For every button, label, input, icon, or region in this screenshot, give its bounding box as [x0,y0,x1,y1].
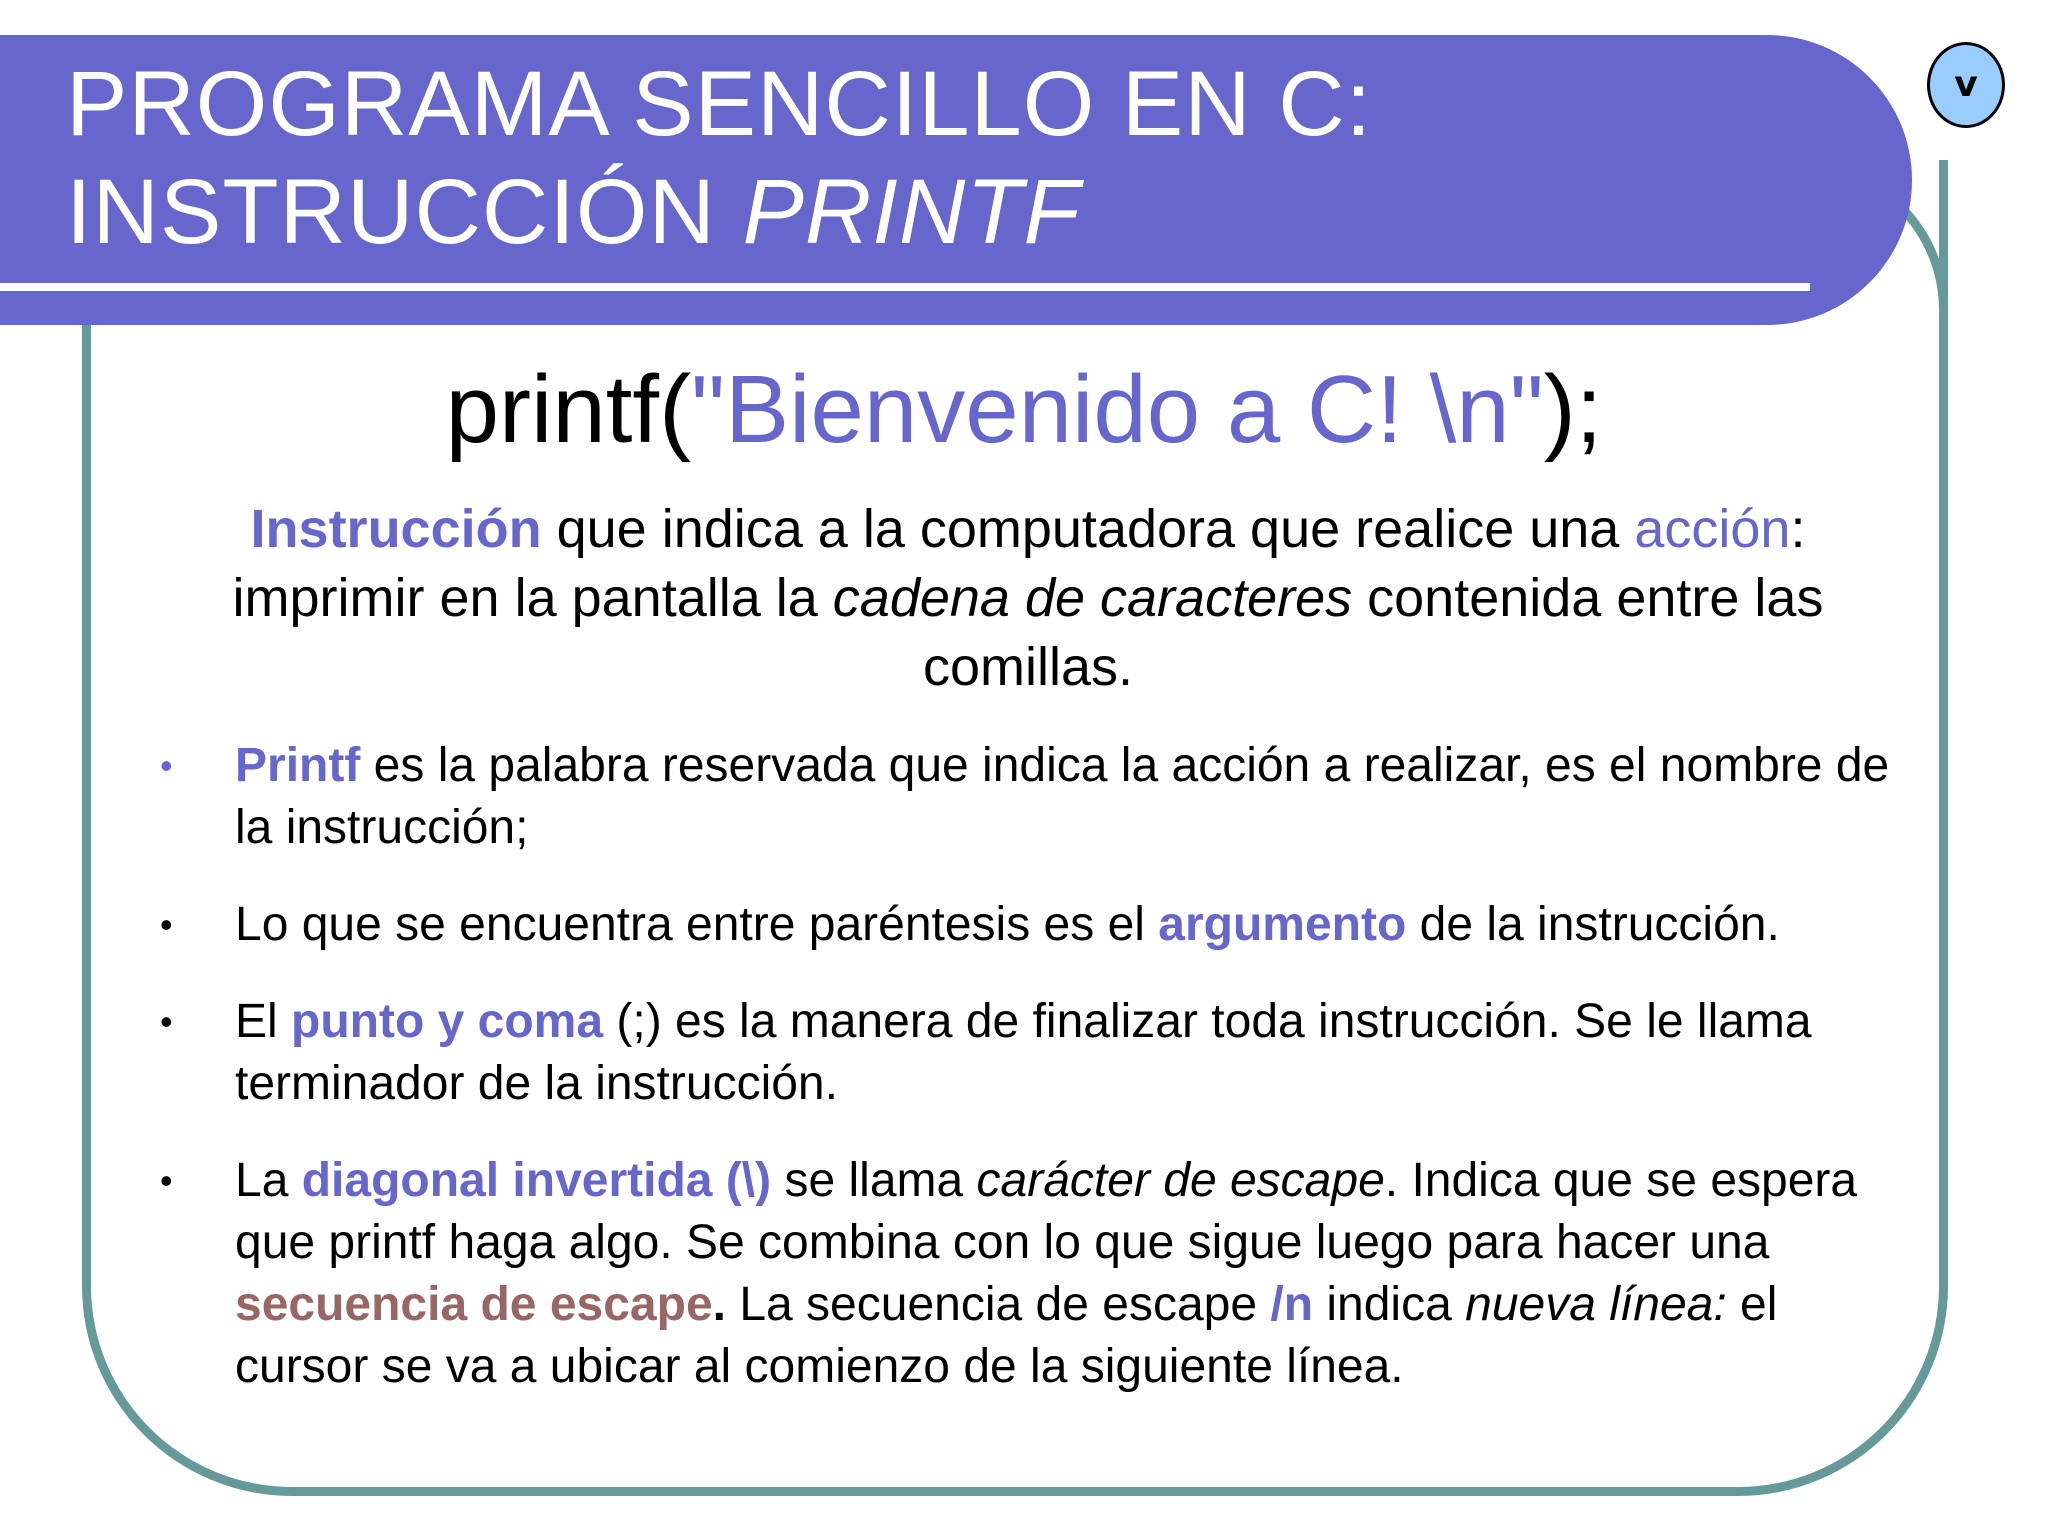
title-line-1: PROGRAMA SENCILLO EN C: [66,53,1373,155]
intro-text-3: contenida entre las comillas. [922,568,1824,697]
code-example [0,355,2048,465]
intro-cadena: cadena de caracteres [832,568,1353,628]
slide-title [66,50,1766,266]
bullet-4-text-3: . Indica que se espera que printf haga algo. Se combina con lo que sigue luego para hacer una [235,1154,1858,1269]
title-line-2 [66,158,1766,266]
bullet-4-text-5: indica [1313,1278,1466,1331]
bullet-item-diagonal [160,1150,1900,1398]
bullet-4-caracter-escape: carácter de escape [976,1154,1385,1207]
title-line-2-italic: PRINTF [742,161,1081,263]
bullet-item-punto-y-coma [160,991,1900,1115]
bullet-1-keyword: Printf [235,739,361,792]
bullet-3-keyword: punto y coma [291,995,604,1048]
bullet-4-text-4: La secuencia de escape [725,1278,1271,1331]
bullet-4-keyword-secuencia: secuencia de escape [235,1278,713,1331]
bullet-4-text-1: La [235,1154,302,1207]
bullet-2-text-1: Lo que se encuentra entre paréntesis es el [235,898,1159,951]
bullet-dot: • [160,904,173,945]
bullet-3-text-1: El [235,995,292,1048]
bullet-4-nueva-linea: nueva línea: [1465,1278,1727,1331]
bullet-item-printf [160,735,1900,859]
bullet-4-keyword-n: /n [1270,1278,1314,1331]
bullet-item-argumento [160,894,1900,956]
bullet-2-text-2: de la instrucción. [1406,898,1780,951]
bullet-4-text-6: el cursor se va a ubicar al comienzo de la siguiente línea. [235,1278,1778,1393]
bullet-2-keyword: argumento [1158,898,1407,951]
intro-paragraph [188,495,1868,702]
intro-keyword-accion: acción [1634,499,1791,559]
intro-text-2: : imprimir en la pantalla la [232,499,1806,628]
code-string: "Bienvenido a C! \n" [691,356,1544,463]
bullet-dot: • [160,1160,173,1201]
title-divider [0,283,1810,291]
bullet-dot: • [160,745,173,786]
intro-text-1: que indica a la computadora que realice una [541,499,1635,559]
title-line-2-prefix: INSTRUCCIÓN [66,161,743,263]
bullet-1-text: es la palabra reservada que indica la acción a realizar, es el nombre de la instrucción; [235,739,1890,854]
code-prefix: printf( [445,356,692,463]
bullet-4-text-2: se llama [771,1154,977,1207]
bullet-dot: • [160,1001,173,1042]
bullet-3-text-2: (;) es la manera de finalizar toda instrucción. Se le llama terminador de la instrucción. [235,995,1812,1110]
slide-nav-button[interactable]: v [1927,42,2005,128]
bullet-list [160,735,1900,1433]
intro-keyword-instruccion: Instrucción [250,499,542,559]
code-suffix: ); [1543,356,1603,463]
bullet-4-keyword-diagonal: diagonal invertida (\) [301,1154,772,1207]
bullet-4-period: . [712,1278,726,1331]
